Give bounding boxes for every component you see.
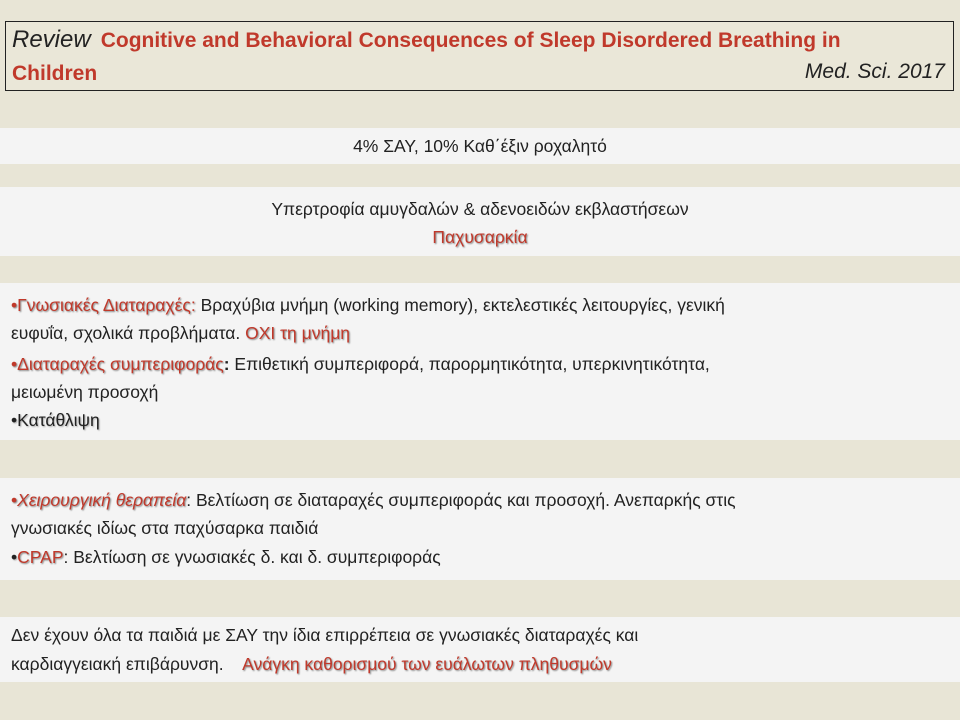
behavior-line2: [11, 378, 951, 406]
behavior-line1: [11, 350, 951, 378]
header-title-line2: [12, 60, 97, 86]
cpap-label: CPAP: [17, 547, 64, 567]
cognitive-text: Βραχύβια μνήμη (working memory), εκτελεστικές λειτουργίες, γενική: [195, 295, 725, 315]
depression-line: [11, 406, 951, 434]
cognitive-line1: [11, 291, 951, 319]
title-part1: Cognitive and Behavioral Consequences of Sleep Disordered Breathing in: [100, 29, 841, 52]
behavior-bullet: •: [11, 354, 18, 374]
surgery-label: Χειρουργική θεραπεία: [17, 490, 187, 510]
header-title-line1: [12, 26, 841, 54]
conclusion-line2: [11, 650, 951, 678]
behavior-text: Επιθετική συμπεριφορά, παρορμητικότητα, υπερκινητικότητα,: [229, 354, 710, 374]
cpap-text: : Βελτίωση σε γνωσιακές δ. και δ. συμπεριφοράς: [63, 547, 441, 567]
cognitive-label: •Γνωσιακές Διαταραχές:: [11, 295, 196, 315]
header-box: [5, 21, 954, 91]
conclusion-highlight: Ανάγκη καθορισμού των ευάλωτων πληθυσμών: [242, 654, 612, 674]
cognitive-line2: [11, 319, 951, 347]
causes-line2: Παχυσαρκία: [432, 227, 528, 247]
behavior-text2: μειωμένη προσοχή: [11, 382, 159, 402]
conclusion-text1: Δεν έχουν όλα τα παιδιά με ΣΑΥ την ίδια επιρρέπεια σε γνωσιακές διαταραχές και: [11, 625, 639, 645]
causes-line1: Υπερτροφία αμυγδαλών & αδενοειδών εκβλαστήσεων: [271, 199, 689, 219]
surgery-bullet: •: [11, 490, 18, 510]
behavior-label: Διαταραχές συμπεριφοράς: [17, 354, 224, 374]
cognitive-text2: ευφυΐα, σχολικά προβλήματα.: [11, 323, 246, 343]
surgery-text: : Βελτίωση σε διαταραχές συμπεριφοράς και προσοχή. Ανεπαρκής στις: [186, 490, 736, 510]
cpap-bullet: •: [11, 547, 18, 567]
surgery-line1: [11, 486, 951, 514]
depression-label: •Κατάθλιψη: [11, 410, 100, 430]
behavior-colon: :: [223, 354, 230, 374]
review-label: Review: [12, 26, 91, 53]
cpap-line: [11, 543, 951, 571]
prevalence-text: 4% ΣΑΥ, 10% Καθ΄έξιν ροχαλητό: [353, 136, 607, 156]
title-part2: Children: [12, 62, 98, 85]
conclusion-line1: [11, 621, 951, 649]
surgery-line2: [11, 514, 951, 542]
citation: Med. Sci. 2017: [804, 60, 945, 83]
conclusion-text2: καρδιαγγειακή επιβάρυνση.: [11, 654, 243, 674]
surgery-text2: γνωσιακές ιδίως στα παχύσαρκα παιδιά: [11, 518, 319, 538]
cognitive-highlight: ΟΧΙ τη μνήμη: [245, 323, 351, 343]
